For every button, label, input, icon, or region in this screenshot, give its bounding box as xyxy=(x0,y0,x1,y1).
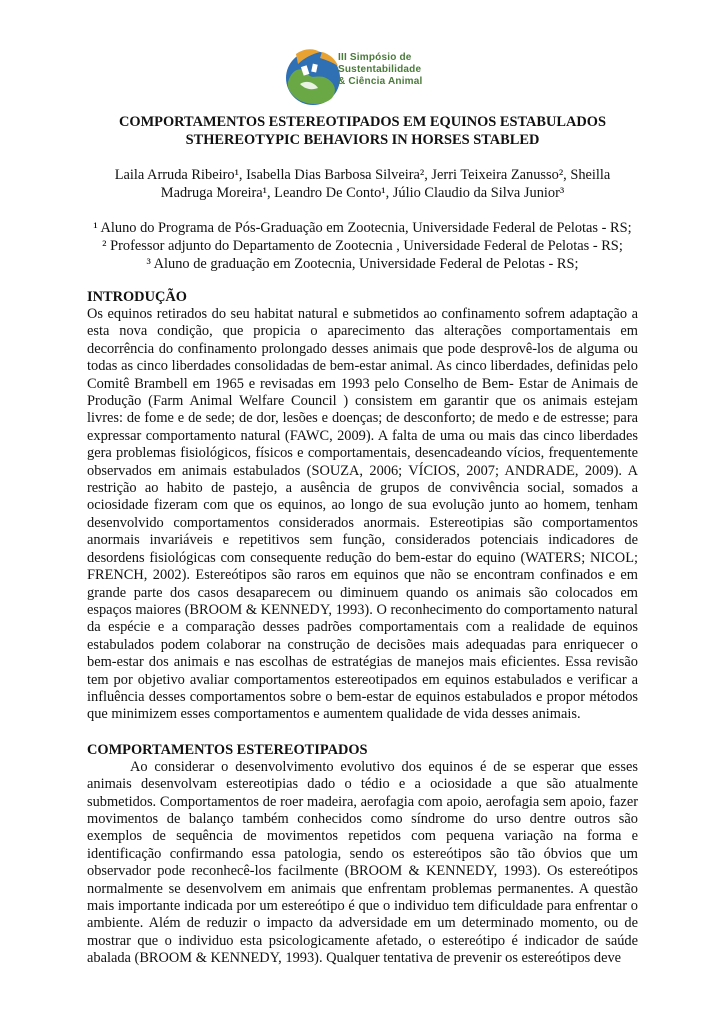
logo-emblem-icon xyxy=(282,44,342,108)
section-stereotyped-behaviors xyxy=(87,742,638,968)
title-english: STHEREOTYPIC BEHAVIORS IN HORSES STABLED xyxy=(185,132,540,148)
authors-line-2: Madruga Moreira¹, Leandro De Conto¹, Júlio Claudio da Silva Junior³ xyxy=(160,185,565,201)
section-paragraph: Os equinos retirados do seu habitat natural e submetidos ao confinamento sofrem adaptação a esta nova condição, que propicia o aparecimento das alterações comportamentais em decorrência do confinamento prolongado desses animais que pode desprovê-los de alguma ou todas as cinco liberdades consolidadas de bem-estar animal. As cinco liberdades, definidas pelo Comitê Brambell em 1965 e revisadas em 1993 pelo Conselho de Bem- Estar de Animais de Produção (Farm Animal Welfare Council ) consistem em garantir que os animais estejam livres: de fome e de sede; de dor, lesões e doenças; de desconforto; de medo e de estresse; para expressar comportamento natural (FAWC, 2009). A falta de uma ou mais das cinco liberdades gera problemas fisiológicos, físicos e comportamentais, desencadeando vícios, frequentemente observados em animais estabulados (SOUZA, 2006; VÍCIOS, 2007; ANDRADE, 2009). A restrição ao habito de pastejo, a ausência de grupos de convivência social, somados a ociosidade fizeram com que os equinos, ao longo de sua evolução junto ao homem, tenham desenvolvido comportamentos considerados anormais. Estereotipias são comportamentos anormais invariáveis e repetitivos sem função, considerados potenciais indicadores de desordens fisiológicas com consequente redução do bem-estar do equino (WATERS; NICOL; FRENCH, 2002). Estereótipos são raros em equinos que não se encontram confinados e em grande parte dos casos desaparecem ou diminuem quando os animais são colocados em espaços maiores (BROOM & KENNEDY, 1993). O reconhecimento do comportamento natural da espécie e a comparação desses padrões comportamentais com a realidade de equinos estabulados podem colaborar na construção de decisões mais adequadas para enriquecer o bem-estar dos animais e nas escolhas de estratégias de manejos mais eficientes. Essa revisão tem por objetivo avaliar comportamentos estereotipados em equinos estabulados e verificar a influência desses comportamentos sobre o bem-estar de equinos estabulados e propor métodos que minimizem esses comportamentos e aumentem qualidade de vida desses animais. xyxy=(87,306,638,723)
paper-title xyxy=(87,113,638,149)
logo-text-line-1: III Simpósio de xyxy=(338,52,412,63)
affiliations xyxy=(87,219,638,273)
paper-page xyxy=(87,113,638,968)
title-portuguese: COMPORTAMENTOS ESTEREOTIPADOS EM EQUINOS ESTABULADOS xyxy=(119,114,606,130)
affiliation-1: ¹ Aluno do Programa de Pós-Graduação em Zootecnia, Universidade Federal de Pelotas - RS; xyxy=(93,220,632,236)
symposium-logo xyxy=(282,44,442,108)
authors-line-1: Laila Arruda Ribeiro¹, Isabella Dias Barbosa Silveira², Jerri Teixeira Zanusso², Sheilla xyxy=(114,167,611,183)
author-list xyxy=(87,166,638,202)
logo-text-line-3: & Ciência Animal xyxy=(338,76,423,87)
logo-text xyxy=(338,52,442,88)
section-heading: COMPORTAMENTOS ESTEREOTIPADOS xyxy=(87,741,368,758)
logo-text-line-2: Sustentabilidade xyxy=(338,64,422,75)
section-introduction xyxy=(87,289,638,724)
section-heading: INTRODUÇÃO xyxy=(87,289,187,305)
affiliation-2: ² Professor adjunto do Departamento de Zootecnia , Universidade Federal de Pelotas - RS; xyxy=(102,238,623,254)
section-paragraph: Ao considerar o desenvolvimento evolutivo dos equinos é de se esperar que esses animais desenvolvam estereotipias dado o tédio e a ociosidade a que são atualmente submetidos. Comportamentos de roer madeira, aerofagia com apoio, aerofagia sem apoio, fazer movimentos de balanço também conhecidos como síndrome do urso dentre outros são exemplos de sequência de movimentos repetidos com pequena variação na forma e identificação confirmando essa patologia, sendo os estereótipos são tão óbvios que um observador pode reconhecê-los facilmente (BROOM & KENNEDY, 1993). Os estereótipos normalmente se desenvolvem em animais que enfrentam problemas permanentes. A questão mais importante indicada por um estereótipo é que o individuo tem dificuldade para enfrentar o ambiente. Além de reduzir o impacto da adversidade em um determinado momento, ou de mostrar que o individuo esta psicologicamente afetado, o estereótipo é indicador de saúde abalada (BROOM & KENNEDY, 1993). Qualquer tentativa de prevenir os estereótipos deve xyxy=(87,758,638,967)
affiliation-3: ³ Aluno de graduação em Zootecnia, Universidade Federal de Pelotas - RS; xyxy=(146,256,579,272)
